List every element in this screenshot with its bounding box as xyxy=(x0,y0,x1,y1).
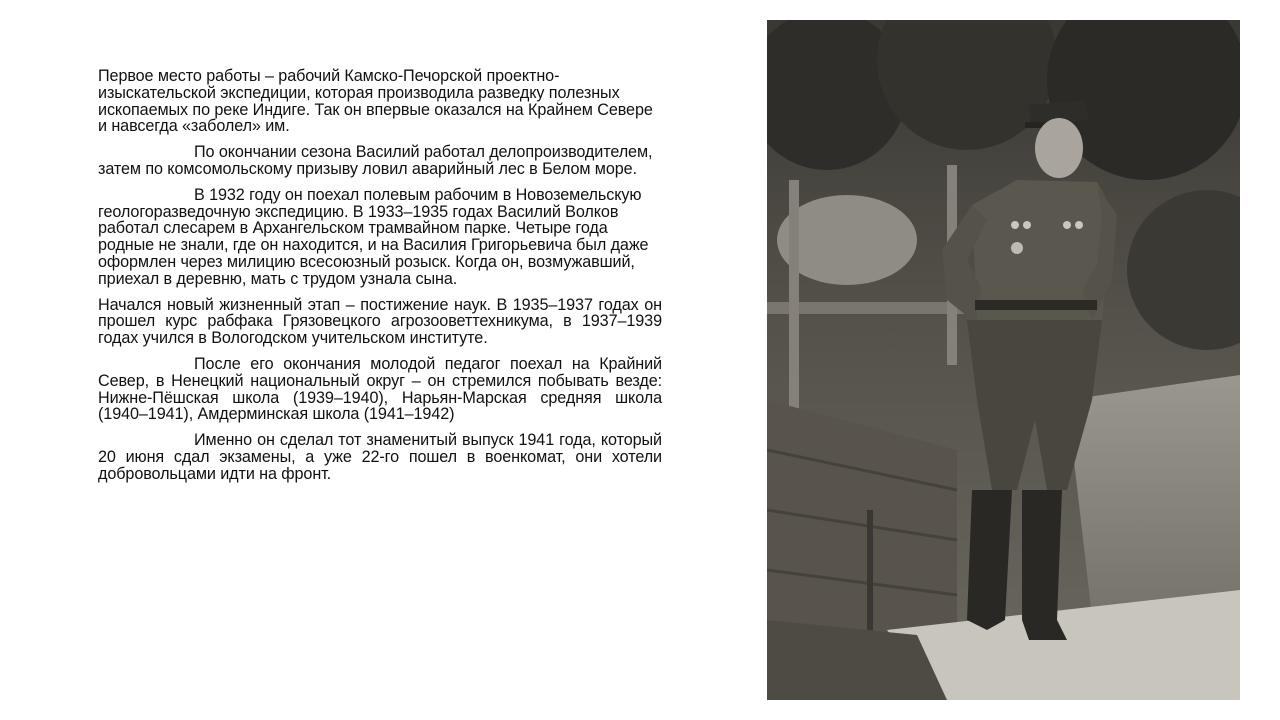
paragraph-class-of-1941: Именно он сделал тот знаменитый выпуск 1941 года, который 20 июня сдал экзамены, а уже 22-го пошел в военкомат, они хотели добровольцами идти на фронт. xyxy=(98,431,662,483)
paragraph-education: Начался новый жизненный этап – постижение наук. В 1935–1937 годах он прошел курс рабфака Грязовецкого агрозооветтехникума, в 1937–1939 годах учился в Вологодском учительском институте. xyxy=(98,295,662,348)
biography-text xyxy=(98,68,662,492)
paragraph-far-north-schools: После его окончания молодой педагог поехал на Крайний Север, в Ненецкий национальный округ – он стремился побывать везде: Нижне-Пёшская школа (1939–1940), Нарьян-Марская средняя школа (1940–1941), Амдерминская школа (1941–1942) xyxy=(98,354,662,424)
portrait-photo xyxy=(767,20,1240,700)
paragraph-season-end: По окончании сезона Василий работал делопроизводителем, затем по комсомольскому призыву ловил аварийный лес в Белом море. xyxy=(98,143,653,178)
paragraph-first-job: Первое место работы – рабочий Камско-Печорской проектно-изыскательской экспедиции, которая производила разведку полезных ископаемых по реке Индиге. Так он впервые оказался на Крайнем Севере и навсегда «заболел» им. xyxy=(98,67,653,136)
photo-scene xyxy=(767,20,1240,700)
paragraph-1932-expedition: В 1932 году он поехал полевым рабочим в Новоземельскую геологоразведочную экспедицию. В 1933–1935 годах Василий Волков работал слесарем в Архангельском трамвайном парке. Четыре года родные не знали, где он находится, и на Василия Григорьевича был даже оформлен через милицию всесоюзный розыск. Когда он, возмужавший, приехал в деревню, мать с трудом узнала сына. xyxy=(98,185,649,288)
survey-pole xyxy=(789,180,799,420)
